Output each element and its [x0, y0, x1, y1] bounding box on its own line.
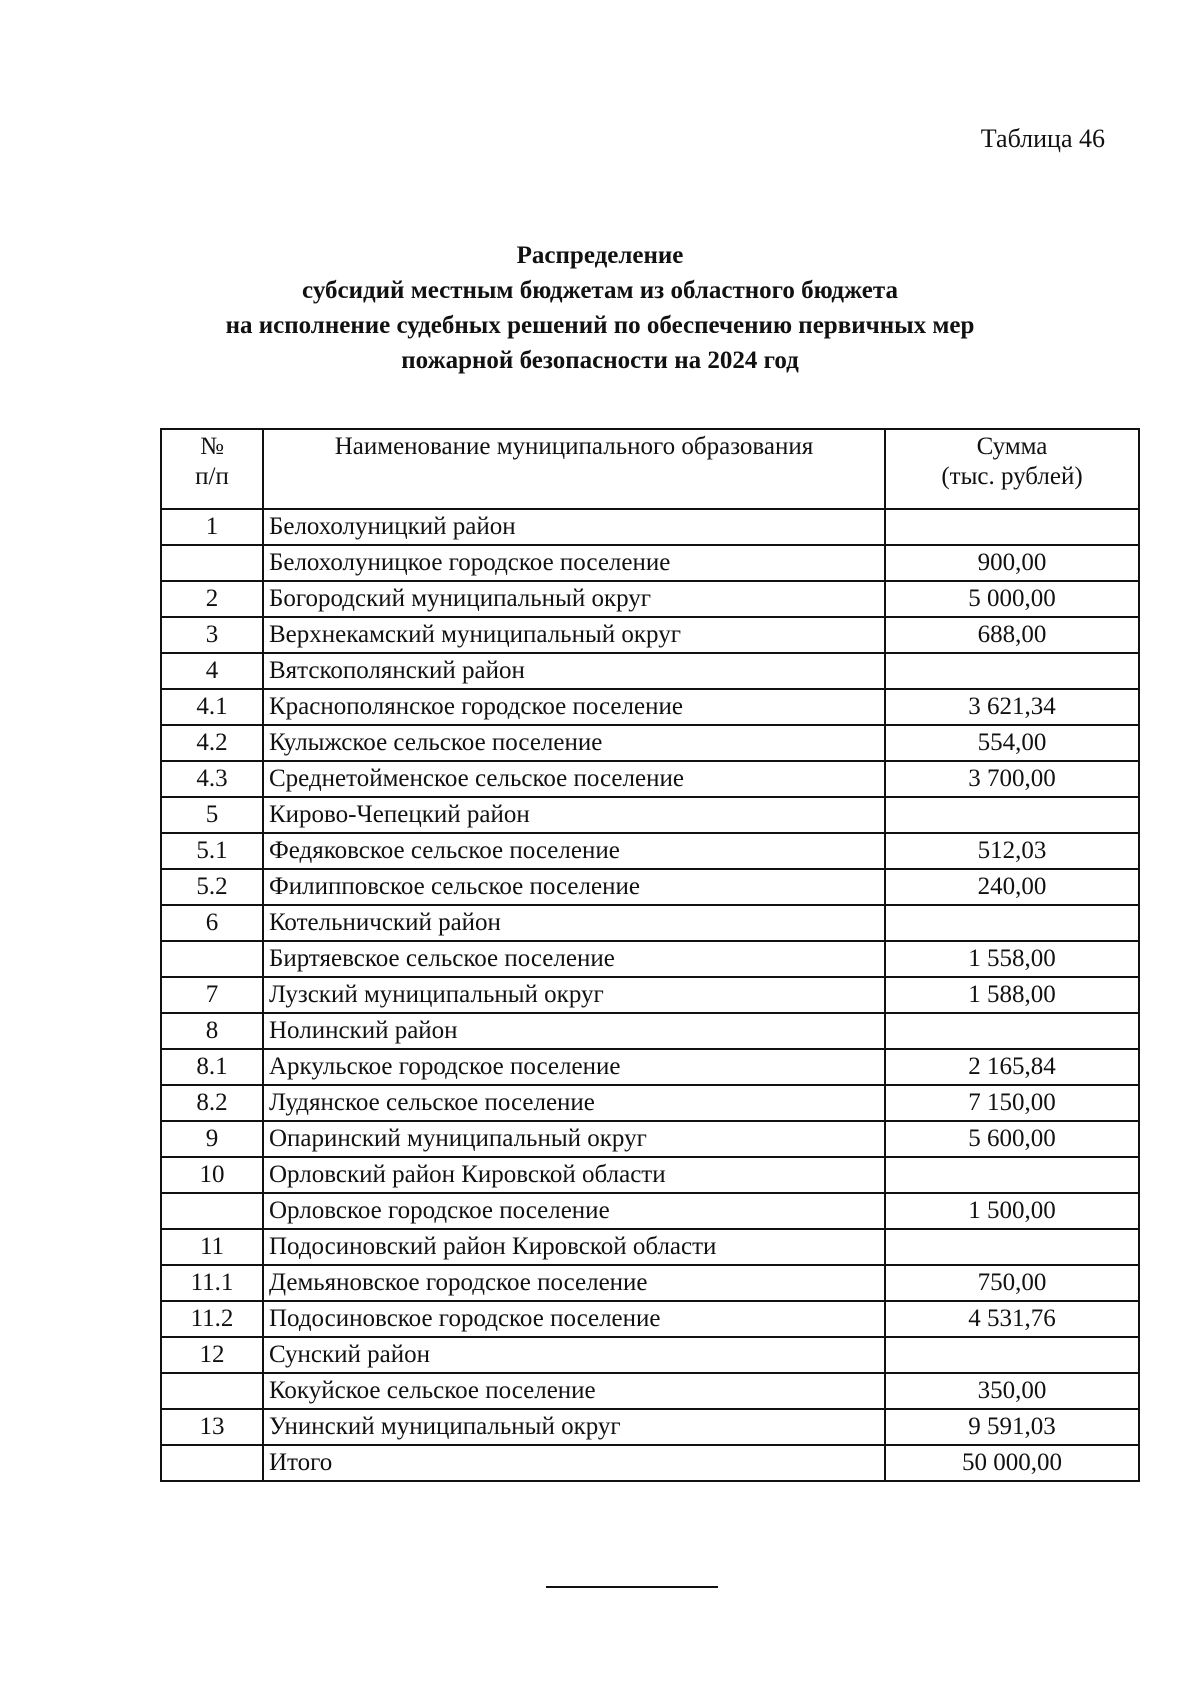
- header-municipality-name: Наименование муниципального образования: [263, 429, 885, 509]
- row-number: 6: [161, 905, 263, 941]
- row-number: 8.1: [161, 1049, 263, 1085]
- table-row: [161, 869, 1139, 905]
- row-number: [161, 941, 263, 977]
- row-number: 5.2: [161, 869, 263, 905]
- row-sum: 1 500,00: [885, 1193, 1139, 1229]
- row-name: Федяковское сельское поселение: [263, 833, 885, 869]
- row-sum: [885, 1157, 1139, 1193]
- row-sum: [885, 1013, 1139, 1049]
- row-sum: 7 150,00: [885, 1085, 1139, 1121]
- row-number: 4.2: [161, 725, 263, 761]
- table-header-row: [161, 429, 1139, 509]
- table-row: [161, 545, 1139, 581]
- table-row: [161, 725, 1139, 761]
- row-name: Кирово-Чепецкий район: [263, 797, 885, 833]
- row-sum: 9 591,03: [885, 1409, 1139, 1445]
- row-name: Верхнекамский муниципальный округ: [263, 617, 885, 653]
- title-line-2: субсидий местным бюджетам из областного бюджета: [302, 277, 898, 304]
- row-name: Среднетойменское сельское поселение: [263, 761, 885, 797]
- header-sum: [885, 429, 1139, 509]
- row-name: Опаринский муниципальный округ: [263, 1121, 885, 1157]
- row-number: 4.3: [161, 761, 263, 797]
- row-sum: [885, 653, 1139, 689]
- row-name: Филипповское сельское поселение: [263, 869, 885, 905]
- table-row: [161, 1157, 1139, 1193]
- row-sum: 554,00: [885, 725, 1139, 761]
- header-number: [161, 429, 263, 509]
- header-sum-line-2: (тыс. рублей): [941, 463, 1083, 490]
- header-number-line-1: №: [200, 433, 224, 460]
- table-row: [161, 905, 1139, 941]
- row-name: Аркульское городское поселение: [263, 1049, 885, 1085]
- row-name: Белохолуницкий район: [263, 509, 885, 545]
- table-row: [161, 761, 1139, 797]
- table-row: [161, 689, 1139, 725]
- row-number: [161, 545, 263, 581]
- table-row: [161, 1049, 1139, 1085]
- table-row: [161, 509, 1139, 545]
- row-number: 2: [161, 581, 263, 617]
- row-number: 7: [161, 977, 263, 1013]
- row-name: Котельничский район: [263, 905, 885, 941]
- row-name: Демьяновское городское поселение: [263, 1265, 885, 1301]
- row-number: 10: [161, 1157, 263, 1193]
- table-row: [161, 1193, 1139, 1229]
- row-number: 5: [161, 797, 263, 833]
- table-row: [161, 1229, 1139, 1265]
- row-sum: 4 531,76: [885, 1301, 1139, 1337]
- row-name: Сунский район: [263, 1337, 885, 1373]
- row-name: Богородский муниципальный округ: [263, 581, 885, 617]
- row-name: Подосиновский район Кировской области: [263, 1229, 885, 1265]
- row-sum: 5 600,00: [885, 1121, 1139, 1157]
- row-sum: 3 700,00: [885, 761, 1139, 797]
- row-sum: 900,00: [885, 545, 1139, 581]
- row-number: 4.1: [161, 689, 263, 725]
- table-total-row: [161, 1445, 1139, 1481]
- row-number: 9: [161, 1121, 263, 1157]
- row-sum: 350,00: [885, 1373, 1139, 1409]
- row-number: 11: [161, 1229, 263, 1265]
- row-name: Краснополянское городское поселение: [263, 689, 885, 725]
- title-line-4: пожарной безопасности на 2024 год: [401, 347, 799, 374]
- row-number: 1: [161, 509, 263, 545]
- table-number-label: Таблица 46: [980, 124, 1105, 153]
- title-line-3: на исполнение судебных решений по обеспечению первичных мер: [225, 312, 975, 339]
- row-name: Лудянское сельское поселение: [263, 1085, 885, 1121]
- row-name: Нолинский район: [263, 1013, 885, 1049]
- row-name: Кокуйское сельское поселение: [263, 1373, 885, 1409]
- title-line-1: Распределение: [516, 242, 684, 269]
- row-sum: 2 165,84: [885, 1049, 1139, 1085]
- table-row: [161, 1301, 1139, 1337]
- row-number: 3: [161, 617, 263, 653]
- document-title: [0, 238, 1200, 378]
- end-divider-line: [546, 1586, 718, 1588]
- subsidy-distribution-table: [160, 428, 1140, 1482]
- row-sum: [885, 905, 1139, 941]
- row-sum: 240,00: [885, 869, 1139, 905]
- row-number: 5.1: [161, 833, 263, 869]
- row-sum: 1 588,00: [885, 977, 1139, 1013]
- row-sum: [885, 1337, 1139, 1373]
- table-row: [161, 1121, 1139, 1157]
- table-row: [161, 941, 1139, 977]
- table-row: [161, 1337, 1139, 1373]
- row-name: Биртяевское сельское поселение: [263, 941, 885, 977]
- row-name: Кулыжское сельское поселение: [263, 725, 885, 761]
- row-name: Вятскополянский район: [263, 653, 885, 689]
- table-row: [161, 617, 1139, 653]
- total-label: Итого: [263, 1445, 885, 1481]
- row-name: Унинский муниципальный округ: [263, 1409, 885, 1445]
- table-row: [161, 581, 1139, 617]
- row-sum: 750,00: [885, 1265, 1139, 1301]
- row-number: 8.2: [161, 1085, 263, 1121]
- total-sum: 50 000,00: [885, 1445, 1139, 1481]
- row-name: Лузский муниципальный округ: [263, 977, 885, 1013]
- row-number: 8: [161, 1013, 263, 1049]
- table-row: [161, 1409, 1139, 1445]
- row-number: 11.1: [161, 1265, 263, 1301]
- table-row: [161, 1265, 1139, 1301]
- row-sum: 1 558,00: [885, 941, 1139, 977]
- row-sum: [885, 1229, 1139, 1265]
- row-name: Орловский район Кировской области: [263, 1157, 885, 1193]
- table-row: [161, 653, 1139, 689]
- row-number: [161, 1193, 263, 1229]
- table-row: [161, 833, 1139, 869]
- table-row: [161, 797, 1139, 833]
- row-name: Орловское городское поселение: [263, 1193, 885, 1229]
- row-number: 13: [161, 1409, 263, 1445]
- row-sum: 512,03: [885, 833, 1139, 869]
- row-sum: [885, 797, 1139, 833]
- header-sum-line-1: Сумма: [976, 433, 1048, 460]
- row-number: 12: [161, 1337, 263, 1373]
- table-row: [161, 1085, 1139, 1121]
- row-sum: 688,00: [885, 617, 1139, 653]
- table-row: [161, 1373, 1139, 1409]
- row-sum: 5 000,00: [885, 581, 1139, 617]
- row-sum: 3 621,34: [885, 689, 1139, 725]
- row-number: [161, 1445, 263, 1481]
- table-row: [161, 977, 1139, 1013]
- row-sum: [885, 509, 1139, 545]
- row-number: [161, 1373, 263, 1409]
- row-number: 4: [161, 653, 263, 689]
- row-number: 11.2: [161, 1301, 263, 1337]
- row-name: Подосиновское городское поселение: [263, 1301, 885, 1337]
- row-name: Белохолуницкое городское поселение: [263, 545, 885, 581]
- table-row: [161, 1013, 1139, 1049]
- header-number-line-2: п/п: [195, 463, 229, 490]
